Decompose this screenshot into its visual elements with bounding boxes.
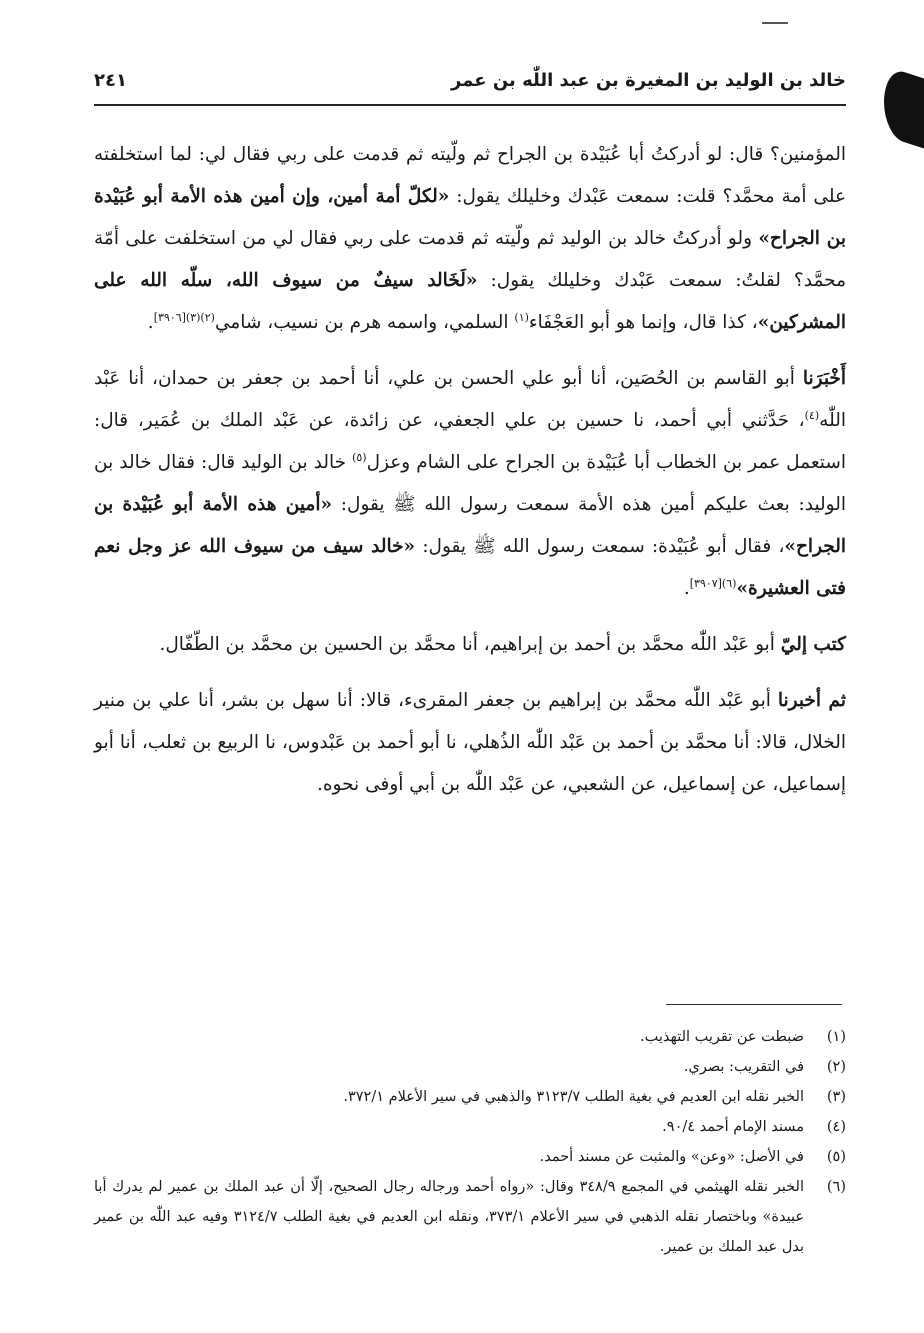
text-segment: ، حَدَّثني أبي أحمد، نا حسين بن علي الجعفي، عن زائدة، عن عَبْد الملك بن عُمَير، قال: استعمل عمر بن الخطاب أبا عُبَيْدة بن الجراح على الشام وعزل bbox=[94, 410, 846, 473]
page-number: ٢٤١ bbox=[94, 70, 127, 91]
footnotes bbox=[94, 1022, 846, 1262]
footnote-item bbox=[94, 1022, 846, 1052]
footnote-text: الخبر نقله ابن العديم في بغية الطلب ٣١٢٣/٧ والذهبي في سير الأعلام ٣٧٢/١. bbox=[343, 1089, 804, 1105]
footnote-reference: (٤) bbox=[804, 408, 820, 422]
text-segment: أبو عَبْد اللّٰه محمَّد بن إبراهيم بن جعفر المقرىء، قالا: أنا سهل بن بشر، أنا علي بن منير الخلال، قالا: أنا محمَّد بن أحمد بن عَبْد اللّٰه الذُهلي، نا أبو أحمد بن عَبْدوس، نا الربيع بن ثعلب، أنا أبو إسماعيل، عن إسماعيل، عن الشعبي، عن عَبْد اللّٰه بن أبي أوفى نحوه. bbox=[94, 690, 846, 795]
text-segment: ، فقال أبو عُبَيْدة: سمعت رسول الله ﷺ يقول: bbox=[415, 536, 785, 557]
running-header-title: خالد بن الوليد بن المغيرة بن عبد اللّٰه بن عمر bbox=[451, 70, 846, 91]
hadith-quote: «لكلّ أمة أمين، وإن أمين هذه الأمة أبو عُبَيْدة بن الجراح» bbox=[94, 186, 846, 249]
footnote-item bbox=[94, 1142, 846, 1172]
footnote-item bbox=[94, 1112, 846, 1142]
footnote-number: (٢) bbox=[826, 1059, 846, 1075]
footnote-text: ضبطت عن تقريب التهذيب. bbox=[640, 1029, 804, 1045]
body-paragraph bbox=[94, 358, 846, 610]
body-paragraph bbox=[94, 134, 846, 344]
footnote-item bbox=[94, 1082, 846, 1112]
hadith-quote: «أمين هذه الأمة أبو عُبَيْدة بن الجراح» bbox=[94, 494, 846, 557]
top-dash bbox=[762, 22, 788, 24]
footnote-reference: (١) bbox=[514, 310, 529, 324]
text-segment: ، كذا قال، وإنما هو أبو العَجْفَاء bbox=[528, 312, 758, 333]
footnote-rule bbox=[666, 1004, 842, 1005]
paragraph-lead-word: ثم أخبرنا bbox=[777, 690, 846, 711]
text-segment: خالد بن الوليد قال: فقال خالد بن الوليد: بعث عليكم أمين هذه الأمة سمعت رسول الله ﷺ يقول: bbox=[94, 452, 847, 515]
footnote-reference: (٦)[٣٩٠٧] bbox=[689, 576, 737, 590]
text-segment: . bbox=[147, 312, 154, 333]
paragraph-lead-word: كتب إليّ bbox=[780, 634, 846, 655]
footnote-number: (١) bbox=[826, 1029, 846, 1045]
main-text bbox=[94, 134, 846, 820]
footnote-number: (٥) bbox=[826, 1149, 846, 1165]
text-segment: . bbox=[683, 578, 690, 599]
footnote-number: (٣) bbox=[826, 1089, 846, 1105]
footnote-item bbox=[94, 1052, 846, 1082]
footnote-text: مسند الإمام أحمد ٩٠/٤. bbox=[662, 1119, 804, 1135]
footnote-reference: (٥) bbox=[352, 450, 367, 464]
paragraph-lead-word: أَخْبَرَنا bbox=[802, 368, 846, 389]
footnote-text: الخبر نقله الهيثمي في المجمع ٣٤٨/٩ وقال: «رواه أحمد ورجاله رجال الصحيح، إلّا أن عبد الملك بن عمير لم يدرك أبا عبيدة» وباختصار نقله الذهبي في سير الأعلام ٣٧٣/١، ونقله ابن العديم في بغية الطلب ٣١٢٤/٧ وفيه عبد اللّٰه بن عمير بدل عبد الملك بن عمير. bbox=[94, 1179, 804, 1255]
footnote-number: (٤) bbox=[826, 1119, 846, 1135]
text-segment: السلمي، واسمه هرم بن نسيب، شامي bbox=[214, 312, 515, 333]
header-rule bbox=[94, 104, 846, 106]
text-segment: ولو أدركتُ خالد بن الوليد ثم ولّيته ثم قدمت على ربي فقال لي من استخلفت على أمّة محمَّد؟ لقلتُ: سمعت عَبْدك وخليلك يقول: bbox=[94, 228, 847, 291]
body-paragraph bbox=[94, 680, 846, 806]
running-header bbox=[94, 68, 846, 104]
footnote-text: في الأصل: «وعن» والمثبت عن مسند أحمد. bbox=[539, 1149, 804, 1165]
footnote-number: (٦) bbox=[826, 1179, 846, 1195]
page-corner-mark bbox=[884, 66, 924, 149]
text-segment: أبو عَبْد اللّٰه محمَّد بن أحمد بن إبراهيم، أنا محمَّد بن الحسين بن محمَّد بن الطّفّال. bbox=[159, 634, 781, 655]
footnote-item bbox=[94, 1172, 846, 1262]
footnote-reference: (٢)(٣)[٣٩٠٦] bbox=[153, 310, 215, 324]
text-segment: المؤمنين؟ قال: لو أدركتُ أبا عُبَيْدة بن الجراح ثم ولّيته ثم قدمت على ربي فقال لي: لما استخلفته على أمة محمَّد؟ قلت: سمعت عَبْدك وخليلك يقول: bbox=[94, 144, 846, 207]
body-paragraph bbox=[94, 624, 846, 666]
footnote-text: في التقريب: بصري. bbox=[683, 1059, 804, 1075]
text-segment: أبو القاسم بن الحُصَين، أنا أبو علي الحسن بن علي، أنا أحمد بن جعفر بن حمدان، أنا عَبْد اللّٰه bbox=[94, 368, 846, 431]
hadith-quote: «خالد سيف من سيوف الله عز وجل نعم فتى العشيرة» bbox=[94, 536, 846, 599]
hadith-quote: «لَخَالد سيفٌ من سيوف الله، سلّه الله على المشركين» bbox=[94, 270, 846, 333]
